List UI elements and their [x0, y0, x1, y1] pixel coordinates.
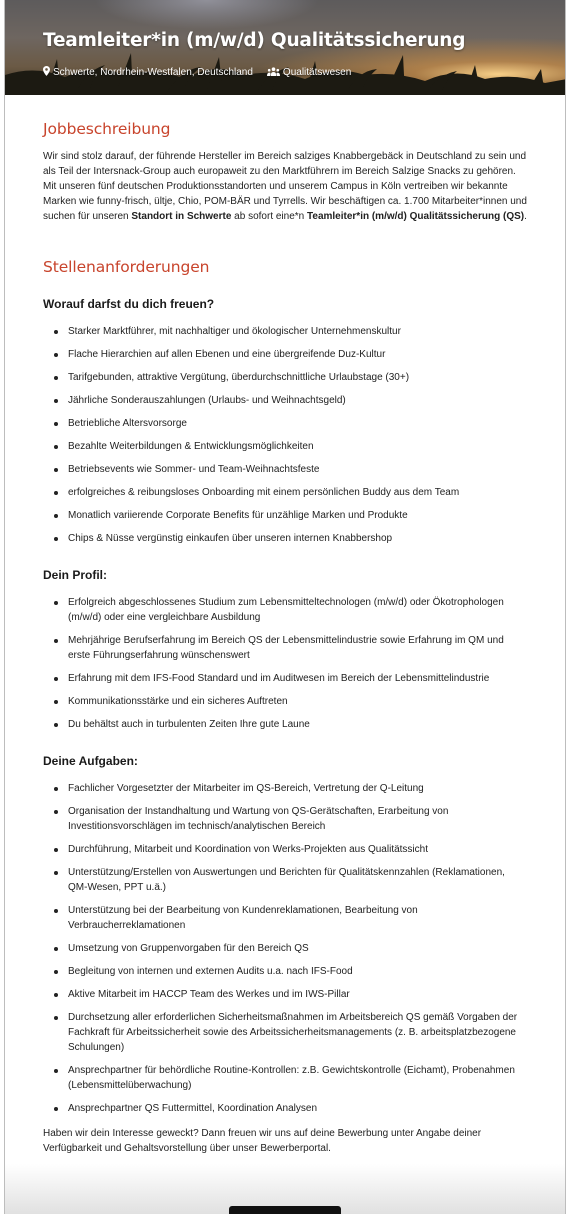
list-item: Durchführung, Mitarbeit und Koordination von Werks-Projekten aus Qualitätssicht [43, 842, 527, 857]
profile-heading: Dein Profil: [43, 568, 108, 582]
map-pin-icon [43, 66, 50, 79]
list-item: Unterstützung/Erstellen von Auswertungen und Berichten für Qualitätskennzahlen (Reklamationen, QM-Wesen, PPT u.ä.) [43, 865, 527, 895]
description-text-part: . [524, 211, 527, 222]
list-item: Durchsetzung aller erforderlichen Sicherheitsmaßnahmen im Arbeitsbereich QS gemäß Vorgaben der Fachkraft für Arbeitssicherheit sowie des Arbeitssicherheitsmanagements (z. B. arbeitsplatzbezogene Schulungen) [43, 1010, 527, 1055]
list-item: Betriebsevents wie Sommer- und Team-Weihnachtsfeste [43, 462, 527, 477]
job-department: Qualitätswesen [282, 67, 352, 78]
list-item: Bezahlte Weiterbildungen & Entwicklungsmöglichkeiten [43, 439, 527, 454]
job-meta [43, 66, 351, 79]
job-location: Schwerte, Nordrhein-Westfalen, Deutschland [53, 67, 253, 78]
job-title: Teamleiter*in (m/w/d) Qualitätssicherung [43, 30, 466, 51]
apply-button[interactable] [229, 1206, 341, 1214]
closing-text: Haben wir dein Interesse geweckt? Dann freuen wir uns auf deine Bewerbung unter Angabe deiner Verfügbarkeit und Gehaltsvorstellung über unser Bewerberportal. [43, 1128, 482, 1154]
description-text-part: ab sofort eine*n [231, 211, 308, 222]
list-item: Ansprechpartner QS Futtermittel, Koordination Analysen [43, 1101, 527, 1116]
list-item: Organisation der Instandhaltung und Wartung von QS-Gerätschaften, Erarbeitung von Investitionsvorschlägen im technisch/analytischen Bereich [43, 804, 527, 834]
section-heading-requirements: Stellenanforderungen [43, 258, 210, 276]
section-heading-job-description: Jobbeschreibung [43, 120, 171, 138]
header-banner [5, 0, 565, 95]
list-item: Ansprechpartner für behördliche Routine-Kontrollen: z.B. Gewichtskontrolle (Eichamt), Probenahmen (Lebensmittelüberwachung) [43, 1063, 527, 1093]
job-posting-page [4, 0, 566, 1214]
list-item: Betriebliche Altersvorsorge [43, 416, 527, 431]
profile-list [43, 595, 527, 732]
list-item: Mehrjährige Berufserfahrung im Bereich QS der Lebensmittelindustrie sowie Erfahrung im QM und erste Führungserfahrung wünschenswert [43, 633, 527, 663]
team-icon [267, 67, 280, 79]
tasks-list [43, 781, 527, 1116]
list-item: Kommunikationsstärke und ein sicheres Auftreten [43, 694, 527, 709]
description-bold-location: Standort in Schwerte [131, 211, 232, 222]
list-item: Fachlicher Vorgesetzter der Mitarbeiter im QS-Bereich, Vertretung der Q-Leitung [43, 781, 527, 796]
list-item: Aktive Mitarbeit im HACCP Team des Werkes und im IWS-Pillar [43, 987, 527, 1002]
description-bold-title: Teamleiter*in (m/w/d) Qualitätssicherung (QS) [307, 211, 525, 222]
list-item: Erfolgreich abgeschlossenes Studium zum Lebensmitteltechnologen (m/w/d) oder Ökotrophologen (m/w/d) oder eine vergleichbare Ausbildung [43, 595, 527, 625]
description-text-part: Wir sind stolz darauf, der führende Hersteller im Bereich salziges Knabbergebäck in Deutschland zu sein und als Teil der Intersnack-Group auch europaweit zu den Marktführern im Bereich Salzige Snacks zu gehören. Mit unseren fünf deutschen Produktionsstandorten und unserem Campus in Köln vertreiben wir bekannte Marken wie funny-frisch, ültje, Chio, POM-BÄR und Tyrrells. Wir beschäftigen ca. 1.700 Mitarbeiter*innen und suchen für unseren [43, 151, 527, 222]
job-description-text [43, 149, 527, 224]
list-item: Erfahrung mit dem IFS-Food Standard und im Auditwesen im Bereich der Lebensmittelindustrie [43, 671, 527, 686]
benefits-heading: Worauf darfst du dich freuen? [43, 297, 215, 311]
list-item: Monatlich variierende Corporate Benefits für unzählige Marken und Produkte [43, 508, 527, 523]
list-item: Flache Hierarchien auf allen Ebenen und eine übergreifende Duz-Kultur [43, 347, 527, 362]
list-item: Chips & Nüsse vergünstig einkaufen über unseren internen Knabbershop [43, 531, 527, 546]
list-item: Begleitung von internen und externen Audits u.a. nach IFS-Food [43, 964, 527, 979]
list-item: Jährliche Sonderauszahlungen (Urlaubs- und Weihnachtsgeld) [43, 393, 527, 408]
list-item: Starker Marktführer, mit nachhaltiger und ökologischer Unternehmenskultur [43, 324, 527, 339]
benefits-list [43, 324, 527, 546]
list-item: Tarifgebunden, attraktive Vergütung, überdurchschnittliche Urlaubstage (30+) [43, 370, 527, 385]
list-item: Umsetzung von Gruppenvorgaben für den Bereich QS [43, 941, 527, 956]
list-item: Unterstützung bei der Bearbeitung von Kundenreklamationen, Bearbeitung von Verbraucherreklamationen [43, 903, 527, 933]
job-content [5, 95, 565, 1156]
list-item: erfolgreiches & reibungsloses Onboarding mit einem persönlichen Buddy aus dem Team [43, 485, 527, 500]
tasks-heading: Deine Aufgaben: [43, 754, 138, 768]
list-item: Du behältst auch in turbulenten Zeiten Ihre gute Laune [43, 717, 527, 732]
